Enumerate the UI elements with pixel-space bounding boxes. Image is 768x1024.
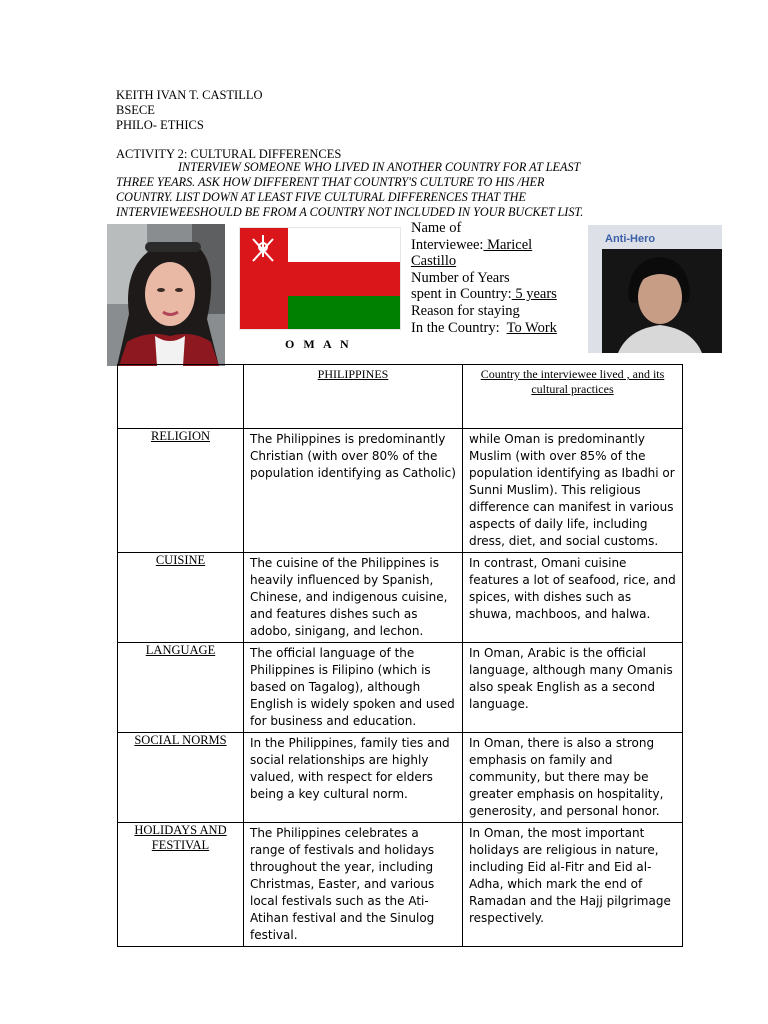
course: BSECE xyxy=(116,103,155,117)
cell-philippines: The official language of the Philippines is Filipino (which is based on Tagalog), although English is widely spoken and used for business and education. xyxy=(244,643,463,733)
years-label-2: spent in Country: xyxy=(411,286,512,303)
interviewee-surname: Castillo xyxy=(411,253,457,270)
years-value: 5 years xyxy=(511,286,557,303)
header-empty-cell xyxy=(118,365,244,429)
table-row xyxy=(118,429,683,553)
table-header-row xyxy=(118,365,683,429)
table-row xyxy=(118,553,683,643)
cell-philippines: The Philippines celebrates a range of festivals and holidays throughout the year, including Christmas, Easter, and various local festivals such as the Ati-Atihan festival and the Sinulog festival. xyxy=(244,823,463,947)
header-country: Country the interviewee lived , and its cultural practices xyxy=(463,365,683,429)
instructions xyxy=(116,160,646,220)
instruction-line: THREE YEARS. ASK HOW DIFFERENT THAT COUNTRY'S CULTURE TO HIS /HER xyxy=(116,175,545,189)
instruction-line: INTERVIEWEESHOULD BE FROM A COUNTRY NOT INCLUDED IN YOUR BUCKET LIST. xyxy=(116,205,584,219)
instruction-line: INTERVIEW SOMEONE WHO LIVED IN ANOTHER COUNTRY FOR AT LEAST xyxy=(178,160,581,174)
years-label: Number of Years xyxy=(411,269,510,286)
cell-philippines: The cuisine of the Philippines is heavily influenced by Spanish, Chinese, and indigenous cuisine, and features dishes such as adobo, sinigang, and lechon. xyxy=(244,553,463,643)
interviewee-info xyxy=(411,220,586,336)
table-row xyxy=(118,733,683,823)
header-philippines: PHILIPPINES xyxy=(244,365,463,429)
cell-country: while Oman is predominantly Muslim (with over 85% of the population identifying as Ibadhi or Sunni Muslim). This religious difference can manifest in various aspects of daily life, including dress, diet, and social customs. xyxy=(463,429,683,553)
row-label: SOCIAL NORMS xyxy=(118,733,244,823)
row-label: RELIGION xyxy=(118,429,244,553)
cell-philippines: In the Philippines, family ties and social relationships are highly valued, with respect for elders being a key cultural norm. xyxy=(244,733,463,823)
cell-philippines: The Philippines is predominantly Christian (with over 80% of the population identifying as Catholic) xyxy=(244,429,463,553)
row-label: LANGUAGE xyxy=(118,643,244,733)
interviewee-name: Maricel xyxy=(483,236,533,253)
reason-label: Reason for staying xyxy=(411,302,520,319)
instruction-line: COUNTRY. LIST DOWN AT LEAST FIVE CULTURAL DIFFERENCES THAT THE xyxy=(116,190,526,204)
row-label: CUISINE xyxy=(118,553,244,643)
album-cover-photo xyxy=(588,225,722,353)
years-line xyxy=(411,286,586,303)
interviewee-portrait-icon xyxy=(107,224,225,366)
cell-country: In Oman, the most important holidays are religious in nature, including Eid al-Fitr and Eid al-Adha, which mark the end of Ramadan and the Hajj pilgrimage respectively. xyxy=(463,823,683,947)
cell-country: In Oman, there is also a strong emphasis on family and community, but there may be greater emphasis on hospitality, generosity, and personal honor. xyxy=(463,733,683,823)
cell-country: In contrast, Omani cuisine features a lot of seafood, rice, and spices, with dishes such as shuwa, machboos, and halwa. xyxy=(463,553,683,643)
cell-country: In Oman, Arabic is the official language, although many Omanis also speak English as a second language. xyxy=(463,643,683,733)
name-label-2: Interviewee: xyxy=(411,236,484,253)
table-row xyxy=(118,643,683,733)
comparison-table xyxy=(117,364,683,947)
country-label: O M A N xyxy=(285,337,352,351)
reason-label-2: In the Country: xyxy=(411,319,507,336)
name-label: Name of xyxy=(411,220,462,236)
table-row xyxy=(118,823,683,947)
album-title: Anti-Hero xyxy=(605,233,656,245)
reason-value: To Work xyxy=(506,319,557,336)
oman-flag xyxy=(239,227,401,330)
subject: PHILO- ETHICS xyxy=(116,118,204,132)
row-label: HOLIDAYS AND FESTIVAL xyxy=(118,823,244,947)
student-name: KEITH IVAN T. CASTILLO xyxy=(116,88,263,102)
reason-line xyxy=(411,320,586,337)
interviewee-photo xyxy=(107,224,225,366)
activity-title: ACTIVITY 2: CULTURAL DIFFERENCES xyxy=(116,147,342,161)
name-line xyxy=(411,237,586,254)
